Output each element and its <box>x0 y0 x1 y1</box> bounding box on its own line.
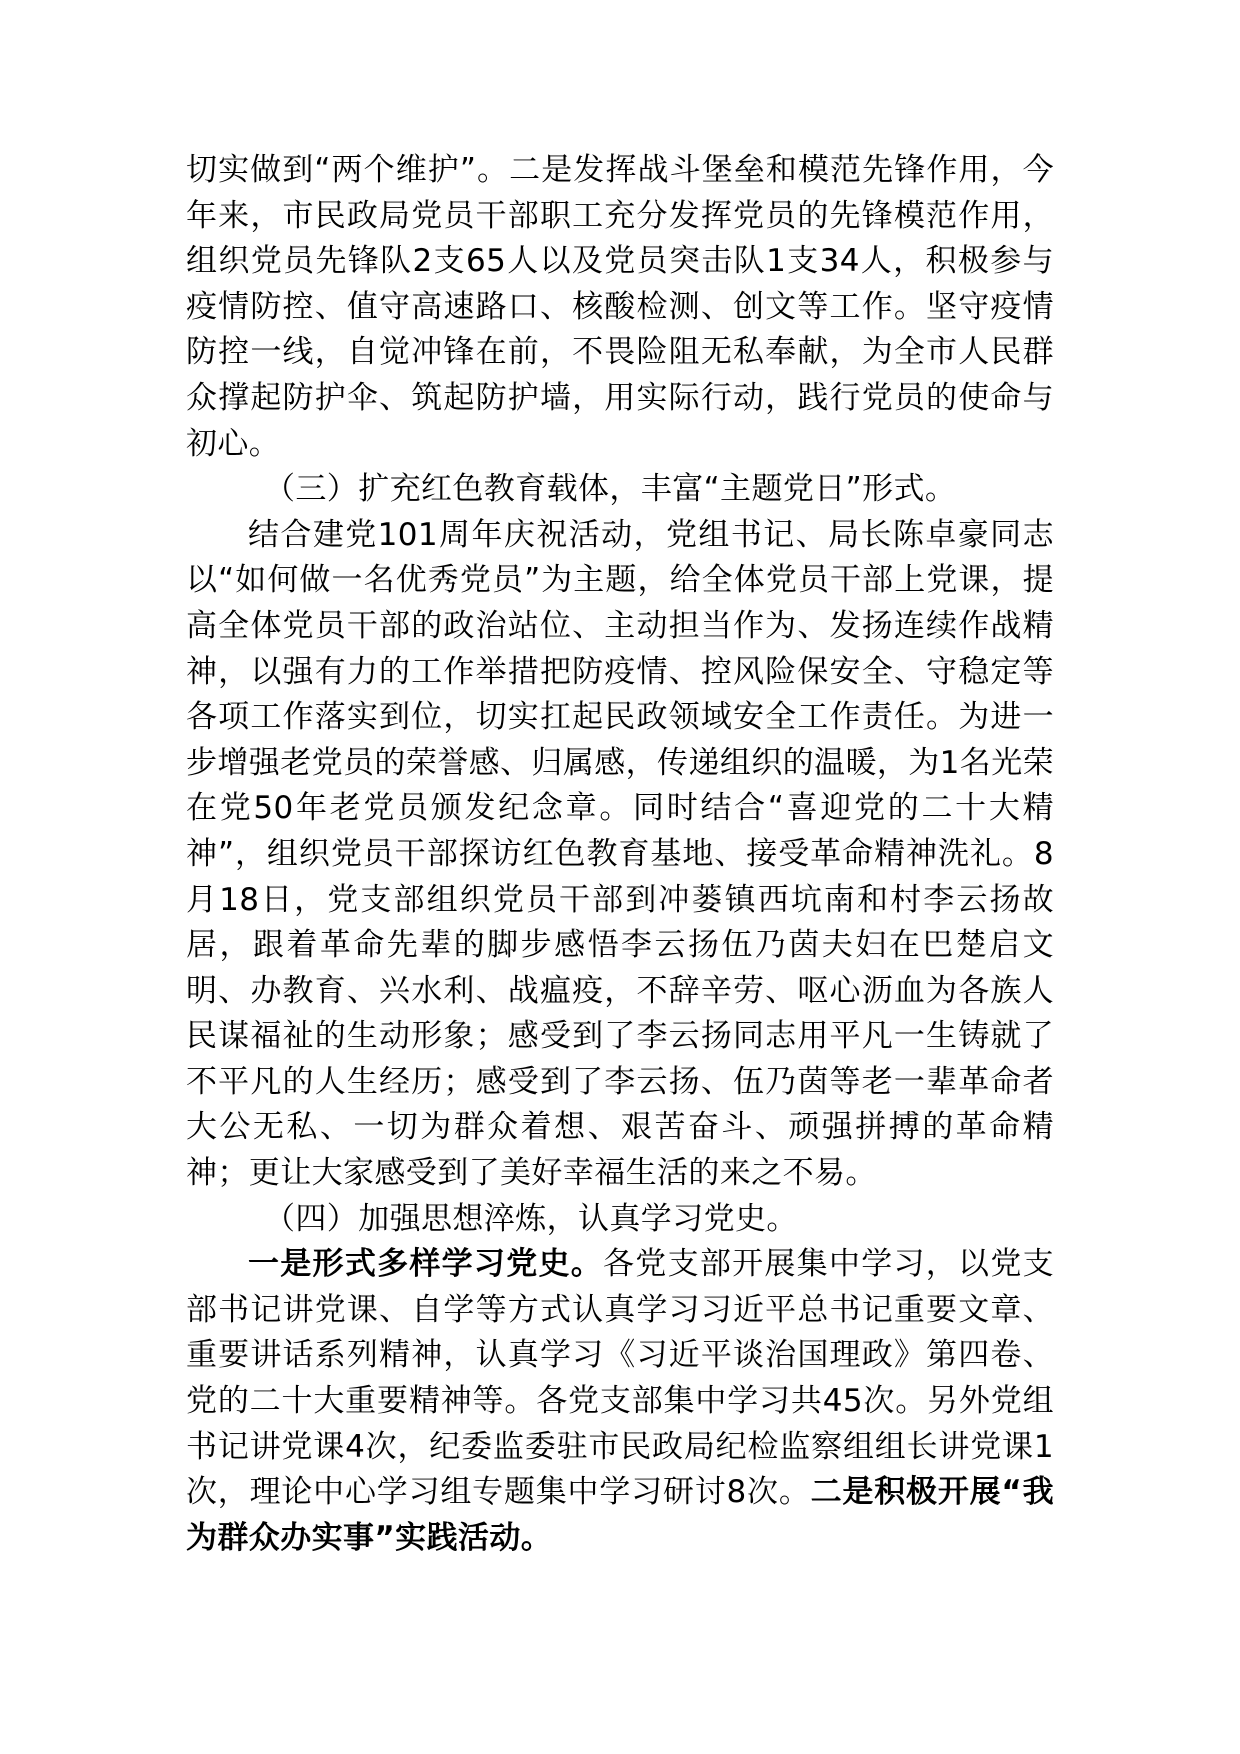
paragraph-red-education: 结合建党101周年庆祝活动，党组书记、局长陈卓豪同志以“如何做一名优秀党员”为主题，给全体党员干部上党课，提高全体党员干部的政治站位、主动担当作为、发扬连续作战精神，以强有力的工作举措把防疫情、控风险保安全、守稳定等各项工作落实到位，切实扛起民政领域安全工作责任。为进一步增强老党员的荣誉感、归属感，传递组织的温暖，为1名光荣在党50年老党员颁发纪念章。同时结合“喜迎党的二十大精神”，组织党员干部探访红色教育基地、接受革命精神洗礼。8月18日，党支部组织党员干部到冲蒌镇西坑南和村李云扬故居，跟着革命先辈的脚步感悟李云扬伍乃茵夫妇在巴楚启文明、办教育、兴水利、战瘟疫，不辞辛劳、呕心沥血为各族人民谋福祉的生动形象；感受到了李云扬同志用平凡一生铸就了不平凡的人生经历；感受到了李云扬、伍乃茵等老一辈革命者大公无私、一切为群众着想、艰苦奋斗、顽强拼搏的革命精神；更让大家感受到了美好幸福生活的来之不易。 <box>186 516 1054 1192</box>
section-heading-3: （三）扩充红色教育载体，丰富“主题党日”形式。 <box>264 471 957 508</box>
paragraph-body-text: 各党支部开展集中学习，以党支部书记讲党课、自学等方式认真学习习近平总书记重要文章、重要讲话系列精神，认真学习《习近平谈治国理政》第四卷、党的二十大重要精神等。各党支部集中学习共45次。另外党组书记讲党课4次，纪委监委驻市民政局纪检监察组组长讲党课1次，理论中心学习组专题集中学习研讨8次。 <box>186 1246 1054 1511</box>
tail-bold-phrase: 二是积极开展“我为群众办实事”实践活动。 <box>186 1474 1054 1556</box>
document-page <box>186 148 1054 1648</box>
paragraph-party-history-study <box>186 1242 1054 1561</box>
lead-bold-phrase: 一是形式多样学习党史。 <box>248 1246 604 1283</box>
section-heading-4: （四）加强思想淬炼，认真学习党史。 <box>264 1200 798 1237</box>
paragraph-party-role: 切实做到“两个维护”。二是发挥战斗堡垒和模范先锋作用，今年来，市民政局党员干部职工充分发挥党员的先锋模范作用，组织党员先锋队2支65人以及党员突击队1支34人，积极参与疫情防控、值守高速路口、核酸检测、创文等工作。坚守疫情防控一线，自觉冲锋在前，不畏险阻无私奉献，为全市人民群众撑起防护伞、筑起防护墙，用实际行动，践行党员的使命与初心。 <box>186 152 1054 462</box>
